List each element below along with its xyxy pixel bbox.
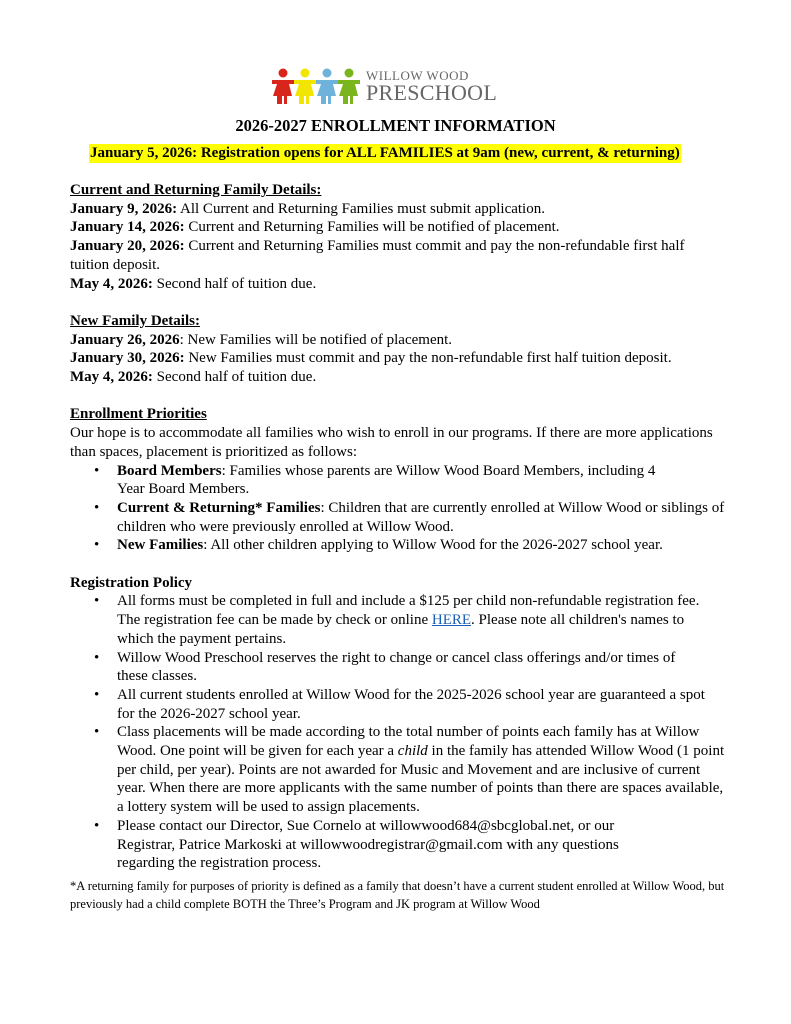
section-heading: New Family Details:	[70, 312, 200, 329]
priority-label: New Families	[117, 537, 204, 554]
document-body	[70, 181, 725, 873]
date: January 14, 2026:	[70, 219, 185, 236]
date-text: New Families must commit and pay the non-refundable first half tuition deposit.	[184, 350, 672, 367]
willow-wood-logo	[272, 68, 497, 104]
registration-open-banner: January 5, 2026: Registration opens for ALL FAMILIES at 9am (new, current, & returning)	[90, 145, 680, 161]
section-heading: Current and Returning Family Details:	[70, 182, 322, 198]
logo-line-1: WILLOW WOOD	[366, 67, 469, 83]
priority-label: Board Members	[117, 462, 222, 479]
date-text: All Current and Returning Families must submit application.	[177, 200, 545, 217]
date-item	[70, 218, 725, 237]
page-title: 2026-2027 ENROLLMENT INFORMATION	[235, 116, 556, 135]
current-family-section	[70, 181, 725, 293]
priority-text: : Children that are currently enrolled at Willow Wood or siblings of children who were previously enrolled at Willow Wood.	[117, 499, 725, 535]
policy-text: Class placements will be made according to the total number of points each family has at Willow Wood. One point will be given for each year a	[117, 724, 700, 760]
date-text: Current and Returning Families must commit and pay the non-refundable first half tuition deposit.	[70, 238, 685, 273]
date: May 4, 2026:	[70, 275, 153, 292]
priority-item	[70, 499, 725, 536]
policy-text: All forms must be completed in full and include a $125 per child non-refundable registration fee. The registration fee can be made by check or online	[117, 593, 700, 629]
registration-policy-section	[70, 574, 725, 873]
date-item	[70, 237, 725, 274]
policy-item	[70, 592, 717, 648]
section-heading: Enrollment Priorities	[70, 406, 207, 423]
date-item	[70, 275, 725, 294]
date-item	[70, 200, 725, 219]
date-item	[70, 349, 725, 368]
date-text: : New Families will be notified of placement.	[179, 331, 453, 348]
priorities-intro: Our hope is to accommodate all families who wish to enroll in our programs. If there are more applications than spaces, placement is prioritized as follows:	[70, 425, 713, 460]
date-text: Current and Returning Families will be notified of placement.	[184, 219, 560, 236]
date-text: Second half of tuition due.	[152, 369, 317, 386]
date: January 9, 2026:	[70, 200, 178, 217]
policy-item	[70, 649, 702, 686]
date-item	[70, 368, 725, 387]
date: January 20, 2026:	[70, 238, 185, 255]
date: May 4, 2026:	[70, 369, 153, 386]
policy-text: . Please note all children's names to which the payment pertains.	[117, 612, 685, 647]
enrollment-priorities-section	[70, 405, 725, 555]
priority-label: Current & Returning* Families	[117, 499, 321, 516]
date: January 30, 2026:	[70, 350, 185, 367]
date-item	[70, 331, 725, 350]
policy-item	[70, 686, 707, 723]
policy-item	[70, 817, 657, 873]
new-family-section	[70, 312, 725, 387]
children-figures-icon	[272, 68, 360, 104]
policy-text: in the family has attended Willow Wood (1 point per child, per year). Points are not awarded for Music and Movement and are inclusive of current year. When there are more applicants with the same number of points than there are spaces available, a lottery system will be used to assign placements.	[117, 743, 725, 816]
policy-text: All current students enrolled at Willow Wood for the 2025-2026 school year are guaranteed a spot for the 2026-2027 school year.	[117, 686, 705, 722]
policy-text: Please contact our Director, Sue Cornelo at willowwood684@sbcglobal.net, or our Registrar, Patrice Markoski at willowwoodregistrar@gmail.com with any questions regarding the registration process.	[117, 817, 619, 872]
priority-text: : Families whose parents are Willow Wood Board Members, including 4 Year Board Members.	[117, 462, 656, 498]
policy-item	[70, 723, 725, 817]
emphasis: child	[397, 743, 428, 760]
priority-item	[70, 536, 725, 555]
section-heading: Registration Policy	[70, 574, 193, 591]
footnote: *A returning family for purposes of priority is defined as a family that doesn’t have a current student enrolled at Willow Wood, but previously had a child complete BOTH the Three’s Program and JK program at Willow Wood	[70, 879, 725, 911]
logo-line-2: PRESCHOOL	[366, 79, 498, 105]
priority-item	[70, 462, 677, 499]
online-payment-link[interactable]: HERE	[431, 612, 472, 629]
priority-text: : All other children applying to Willow Wood for the 2026-2027 school year.	[203, 537, 663, 554]
date: January 26, 2026	[70, 331, 180, 348]
policy-text: Willow Wood Preschool reserves the right to change or cancel class offerings and/or times of these classes.	[117, 649, 676, 685]
date-text: Second half of tuition due.	[152, 275, 317, 292]
